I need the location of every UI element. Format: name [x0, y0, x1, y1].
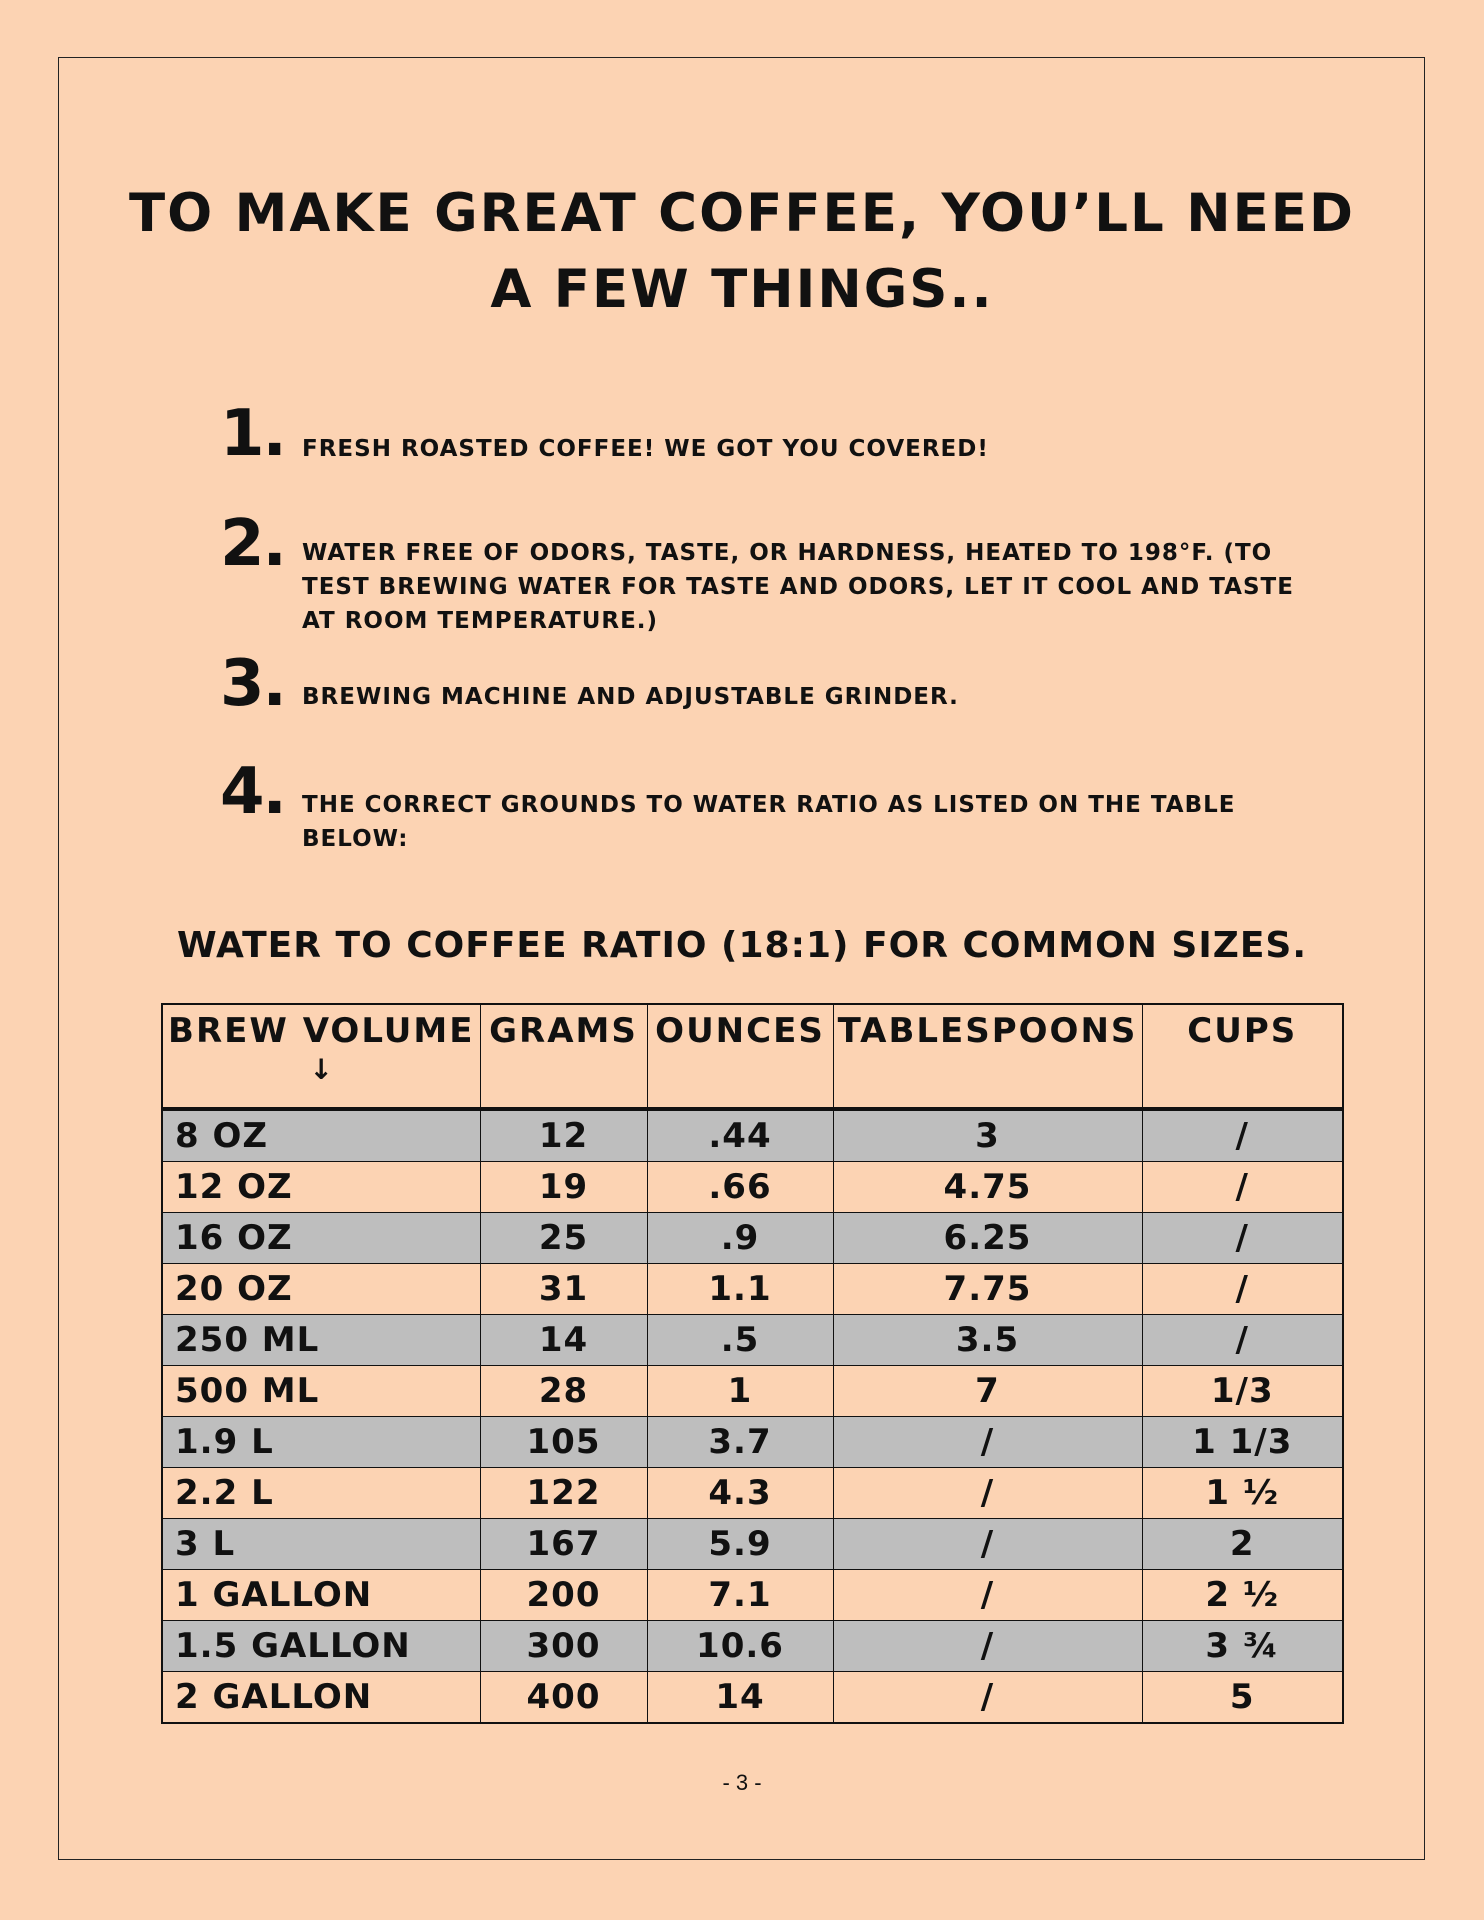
cell-grams: 400: [480, 1672, 647, 1724]
cell-tablespoons: /: [833, 1570, 1142, 1621]
cell-brew-volume: 20 OZ: [162, 1264, 480, 1315]
table-row: [162, 1213, 1343, 1264]
header-brew-volume: BREW VOLUME ↓: [162, 1004, 480, 1109]
heading-line-2: A FEW THINGS..: [490, 259, 994, 320]
cell-brew-volume: 1.9 L: [162, 1417, 480, 1468]
cell-ounces: 7.1: [647, 1570, 833, 1621]
table-row: [162, 1162, 1343, 1213]
header-cups: CUPS: [1142, 1004, 1343, 1109]
cell-tablespoons: 7: [833, 1366, 1142, 1417]
cell-brew-volume: 1 GALLON: [162, 1570, 480, 1621]
page-heading: [0, 176, 1484, 328]
cell-ounces: .9: [647, 1213, 833, 1264]
header-grams: GRAMS: [480, 1004, 647, 1109]
cell-cups: /: [1142, 1109, 1343, 1162]
cell-cups: 3 ¾: [1142, 1621, 1343, 1672]
cell-cups: /: [1142, 1213, 1343, 1264]
cell-grams: 31: [480, 1264, 647, 1315]
cell-tablespoons: /: [833, 1468, 1142, 1519]
ratio-table: [161, 1003, 1344, 1724]
table-row: [162, 1519, 1343, 1570]
cell-ounces: 3.7: [647, 1417, 833, 1468]
cell-ounces: 10.6: [647, 1621, 833, 1672]
table-row: [162, 1264, 1343, 1315]
step-number: 1.: [220, 397, 285, 471]
cell-grams: 14: [480, 1315, 647, 1366]
table-row: [162, 1570, 1343, 1621]
table-row: [162, 1672, 1343, 1724]
cell-grams: 25: [480, 1213, 647, 1264]
arrow-down-icon: ↓: [309, 1053, 333, 1086]
cell-grams: 19: [480, 1162, 647, 1213]
cell-cups: 2 ½: [1142, 1570, 1343, 1621]
cell-cups: /: [1142, 1162, 1343, 1213]
cell-grams: 12: [480, 1109, 647, 1162]
cell-ounces: 5.9: [647, 1519, 833, 1570]
table-row: [162, 1468, 1343, 1519]
table-row: [162, 1315, 1343, 1366]
step-number: 4.: [220, 755, 285, 829]
header-tablespoons: TABLESPOONS: [833, 1004, 1142, 1109]
cell-grams: 105: [480, 1417, 647, 1468]
cell-grams: 122: [480, 1468, 647, 1519]
cell-tablespoons: 7.75: [833, 1264, 1142, 1315]
step-text: FRESH ROASTED COFFEE! WE GOT YOU COVERED!: [302, 436, 989, 462]
header-ounces: OUNCES: [647, 1004, 833, 1109]
table-row: [162, 1109, 1343, 1162]
step-number: 3.: [220, 647, 285, 721]
cell-brew-volume: 500 ML: [162, 1366, 480, 1417]
step-text: WATER FREE OF ODORS, TASTE, OR HARDNESS, HEATED TO 198°F. (TO TEST BREWING WATER FOR TASTE AND ODORS, LET IT COOL AND TASTE AT ROOM TEMPERATURE.): [302, 540, 1294, 634]
cell-tablespoons: 4.75: [833, 1162, 1142, 1213]
cell-tablespoons: 3.5: [833, 1315, 1142, 1366]
page-number: - 3 -: [722, 1770, 762, 1795]
cell-ounces: .44: [647, 1109, 833, 1162]
cell-brew-volume: 2.2 L: [162, 1468, 480, 1519]
cell-ounces: 4.3: [647, 1468, 833, 1519]
step-text: THE CORRECT GROUNDS TO WATER RATIO AS LISTED ON THE TABLE BELOW:: [302, 792, 1236, 852]
cell-grams: 200: [480, 1570, 647, 1621]
cell-tablespoons: /: [833, 1621, 1142, 1672]
cell-cups: 1 ½: [1142, 1468, 1343, 1519]
cell-brew-volume: 1.5 GALLON: [162, 1621, 480, 1672]
cell-ounces: 1: [647, 1366, 833, 1417]
cell-cups: 1/3: [1142, 1366, 1343, 1417]
cell-tablespoons: /: [833, 1519, 1142, 1570]
step-text: BREWING MACHINE AND ADJUSTABLE GRINDER.: [302, 684, 959, 710]
cell-brew-volume: 8 OZ: [162, 1109, 480, 1162]
cell-grams: 167: [480, 1519, 647, 1570]
cell-cups: /: [1142, 1264, 1343, 1315]
table-row: [162, 1366, 1343, 1417]
cell-brew-volume: 16 OZ: [162, 1213, 480, 1264]
step-number: 2.: [220, 507, 285, 581]
cell-cups: 2: [1142, 1519, 1343, 1570]
cell-tablespoons: 6.25: [833, 1213, 1142, 1264]
cell-cups: /: [1142, 1315, 1343, 1366]
cell-ounces: .5: [647, 1315, 833, 1366]
heading-line-1: TO MAKE GREAT COFFEE, YOU’LL NEED: [129, 183, 1355, 244]
table-row: [162, 1417, 1343, 1468]
cell-grams: 300: [480, 1621, 647, 1672]
table-title: WATER TO COFFEE RATIO (18:1) FOR COMMON SIZES.: [176, 925, 1308, 966]
cell-brew-volume: 2 GALLON: [162, 1672, 480, 1724]
cell-tablespoons: /: [833, 1417, 1142, 1468]
cell-ounces: 1.1: [647, 1264, 833, 1315]
table-header-row: [162, 1004, 1343, 1109]
cell-cups: 1 1/3: [1142, 1417, 1343, 1468]
cell-tablespoons: 3: [833, 1109, 1142, 1162]
cell-tablespoons: /: [833, 1672, 1142, 1724]
cell-ounces: .66: [647, 1162, 833, 1213]
cell-cups: 5: [1142, 1672, 1343, 1724]
cell-grams: 28: [480, 1366, 647, 1417]
cell-brew-volume: 12 OZ: [162, 1162, 480, 1213]
cell-ounces: 14: [647, 1672, 833, 1724]
cell-brew-volume: 3 L: [162, 1519, 480, 1570]
cell-brew-volume: 250 ML: [162, 1315, 480, 1366]
table-row: [162, 1621, 1343, 1672]
